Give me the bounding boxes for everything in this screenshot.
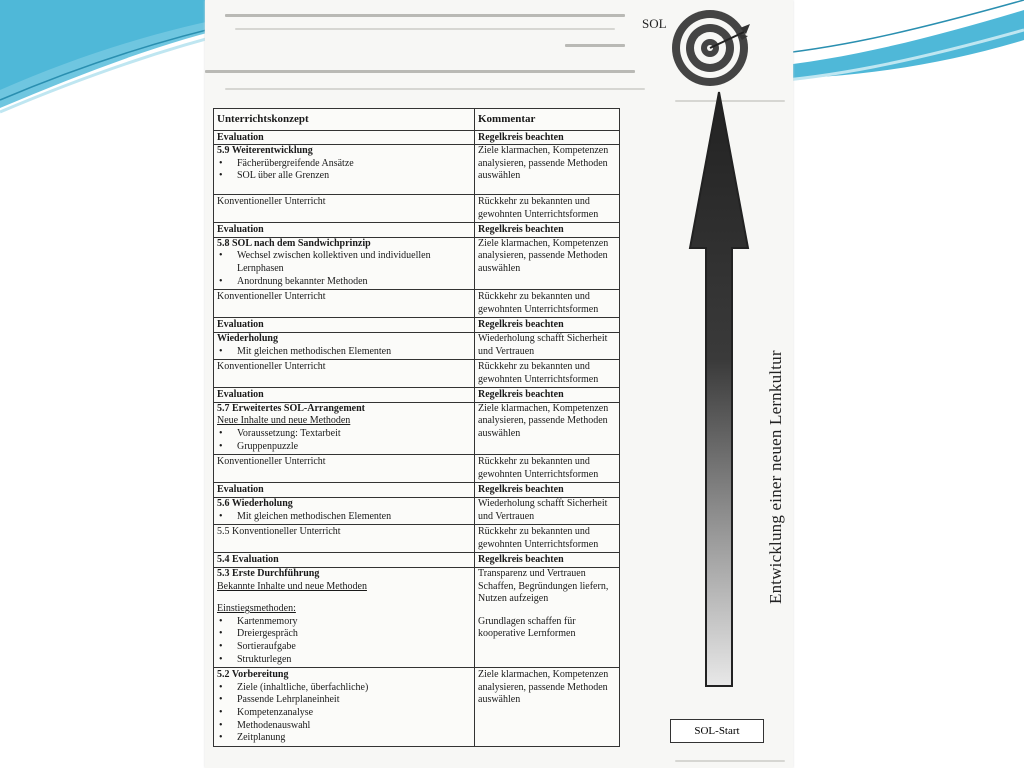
table-row bbox=[214, 131, 619, 195]
comment: Grundlagen schaffen für kooperative Lernformen bbox=[478, 615, 576, 640]
konv-label: 5.5 Konventioneller Unterricht bbox=[214, 525, 475, 552]
block-subtitle: Neue Inhalte und neue Methoden bbox=[217, 415, 351, 427]
list-item: • Anordnung bekannter Methoden bbox=[217, 276, 471, 289]
table-header bbox=[214, 109, 619, 131]
table-row bbox=[214, 483, 619, 525]
methods-title: Einstiegsmethoden: bbox=[217, 603, 296, 615]
list-item: • Sortieraufgabe bbox=[217, 641, 471, 654]
list-item: • SOL über alle Grenzen bbox=[217, 170, 471, 183]
table-row bbox=[214, 290, 619, 318]
eval-label: Evaluation bbox=[214, 132, 474, 146]
list-item: • Fächerübergreifende Ansätze bbox=[217, 158, 471, 171]
sol-label: SOL bbox=[642, 16, 667, 31]
konv-label: Konventioneller Unterricht bbox=[214, 455, 475, 482]
block-title: 5.9 Weiterentwicklung bbox=[217, 145, 313, 157]
comment: Ziele klarmachen, Kompetenzen analysieren, passende Methoden auswählen bbox=[478, 145, 609, 182]
konv-comment: Rückkehr zu bekannten und gewohnten Unterrichtsformen bbox=[478, 195, 599, 220]
table-row bbox=[214, 525, 619, 553]
table-row bbox=[214, 360, 619, 388]
sol-start-box bbox=[670, 719, 764, 743]
block-title: 5.3 Erste Durchführung bbox=[217, 568, 320, 579]
list-item: • Kartenmemory bbox=[217, 616, 471, 629]
konv-label: Konventioneller Unterricht bbox=[214, 290, 475, 317]
eval-comment: Regelkreis beachten bbox=[475, 224, 619, 238]
comment: Wiederholung schafft Sicherheit und Vertrauen bbox=[478, 498, 608, 522]
list-item: • Ziele (inhaltliche, überfachliche) bbox=[217, 682, 471, 695]
comment: Transparenz und Vertrauen Schaffen, Begründungen liefern, Nutzen aufzeigen bbox=[478, 568, 609, 605]
table-row bbox=[214, 668, 619, 746]
vertical-caption: Entwicklung einer neuen Lernkultur bbox=[766, 350, 785, 604]
eval-label: 5.4 Evaluation bbox=[214, 554, 474, 568]
table-row bbox=[214, 318, 619, 360]
header-right: Kommentar bbox=[478, 113, 536, 125]
eval-comment: Regelkreis beachten bbox=[475, 389, 619, 403]
block-title: 5.2 Vorbereitung bbox=[217, 669, 289, 681]
eval-label: Evaluation bbox=[214, 484, 474, 498]
list-item: • Zeitplanung bbox=[217, 732, 471, 745]
list-item: • Wechsel zwischen kollektiven und individuellen Lernphasen bbox=[217, 250, 471, 275]
target-icon bbox=[668, 2, 756, 92]
konv-comment: Rückkehr zu bekannten und gewohnten Unterrichtsformen bbox=[478, 291, 599, 315]
konv-comment: Rückkehr zu bekannten und gewohnten Unterrichtsformen bbox=[478, 456, 599, 480]
konv-comment: Rückkehr zu bekannten und gewohnten Unterrichtsformen bbox=[478, 361, 599, 385]
list-item: • Mit gleichen methodischen Elementen bbox=[217, 346, 471, 359]
eval-comment: Regelkreis beachten bbox=[475, 319, 619, 333]
eval-comment: Regelkreis beachten bbox=[475, 132, 619, 146]
comment: Ziele klarmachen, Kompetenzen analysieren, passende Methoden auswählen bbox=[478, 669, 609, 706]
list-item: • Passende Lehrplaneinheit bbox=[217, 694, 471, 707]
concept-table bbox=[213, 108, 620, 747]
list-item: • Mit gleichen methodischen Elementen bbox=[217, 511, 471, 524]
sol-start-label: SOL-Start bbox=[694, 725, 740, 737]
comment: Wiederholung schafft Sicherheit und Vertrauen bbox=[478, 332, 608, 357]
upward-arrow bbox=[688, 90, 750, 690]
list-item: • Kompetenzanalyse bbox=[217, 707, 471, 720]
list-item: • Gruppenpuzzle bbox=[217, 441, 471, 454]
list-item: • Dreiergespräch bbox=[217, 628, 471, 641]
block-title: 5.7 Erweitertes SOL-Arrangement bbox=[217, 402, 366, 414]
table-row bbox=[214, 195, 619, 223]
list-item: • Strukturlegen bbox=[217, 654, 471, 667]
table-row bbox=[214, 455, 619, 483]
comment: Ziele klarmachen, Kompetenzen analysieren, passende Methoden auswählen bbox=[478, 402, 609, 440]
eval-label: Evaluation bbox=[214, 389, 474, 403]
block-title: 5.8 SOL nach dem Sandwichprinzip bbox=[217, 237, 371, 249]
comment: Ziele klarmachen, Kompetenzen analysieren, passende Methoden auswählen bbox=[478, 237, 609, 274]
block-subtitle: Bekannte Inhalte und neue Methoden bbox=[217, 580, 367, 592]
table-row bbox=[214, 223, 619, 290]
eval-comment: Regelkreis beachten bbox=[475, 484, 619, 498]
eval-comment: Regelkreis beachten bbox=[475, 554, 619, 568]
decorative-wave-left bbox=[0, 0, 240, 120]
table-row bbox=[214, 553, 619, 668]
block-title: Wiederholung bbox=[217, 332, 278, 344]
eval-label: Evaluation bbox=[214, 224, 474, 238]
konv-label: Konventioneller Unterricht bbox=[214, 195, 475, 222]
header-left: Unterrichtskonzept bbox=[214, 109, 475, 130]
table-row bbox=[214, 388, 619, 455]
konv-comment: Rückkehr zu bekannten und gewohnten Unterrichtsformen bbox=[478, 526, 599, 550]
list-item: • Voraussetzung: Textarbeit bbox=[217, 428, 471, 441]
konv-label: Konventioneller Unterricht bbox=[214, 360, 475, 387]
list-item: • Methodenauswahl bbox=[217, 720, 471, 733]
eval-label: Evaluation bbox=[214, 319, 474, 333]
block-title: 5.6 Wiederholung bbox=[217, 498, 293, 510]
